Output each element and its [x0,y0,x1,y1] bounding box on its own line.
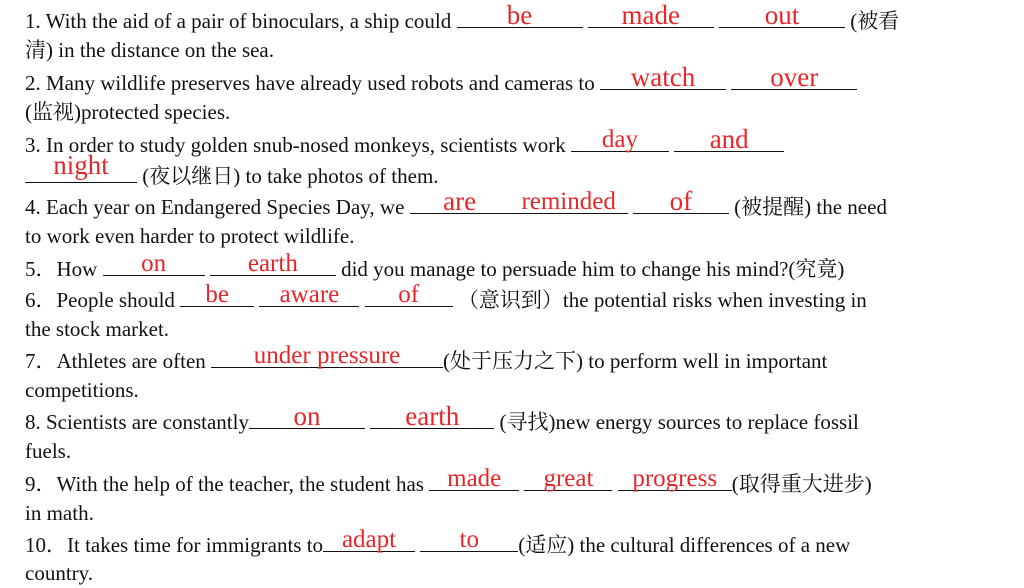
question-text: country. [25,561,94,585]
answer-text: to [459,526,479,553]
question-text: 清) in the distance on the sea. [25,38,275,62]
question-9-line-1 [25,467,872,499]
question-text: did you manage to persuade him to change his mind?(究竟) [341,257,845,281]
question-text: (寻找)new energy sources to replace fossil [499,410,859,434]
answer-text: made [621,0,680,30]
question-4-line-2 [25,221,354,251]
answer-text: great [543,465,594,492]
question-3-line-1 [25,124,784,160]
answer-blank[interactable] [211,344,443,368]
question-text: 9．With the help of the teacher, the student has [25,472,424,496]
question-text: in math. [25,501,94,525]
answer-text: night [53,150,109,180]
question-text: (夜以继日) to take photos of them. [142,164,439,188]
answer-blank[interactable] [618,467,732,491]
answer-text: made [447,465,502,492]
question-6-line-2 [25,314,169,344]
question-text: 3. In order to study golden snub-nosed monkeys, scientists work [25,133,566,157]
question-text: (适应) the cultural differences of a new [518,533,851,557]
question-1-line-2 [25,35,274,65]
answer-text: of [398,281,420,308]
answer-blank[interactable] [429,467,519,491]
question-text: to work even harder to protect wildlife. [25,224,355,248]
question-text: (取得重大进步) [731,472,872,496]
question-4-line-1 [25,186,887,222]
answer-text: be [506,0,533,30]
question-2-line-2 [25,97,230,127]
answer-blank[interactable] [633,186,729,216]
question-text: 1. With the aid of a pair of binoculars, a ship could [25,9,452,33]
answer-blank[interactable] [524,467,612,491]
question-text: 5．How [25,257,98,281]
answer-text: over [770,62,819,92]
question-7-line-2 [25,375,139,405]
question-3-line-2 [25,150,439,191]
answer-text: reminded [521,188,616,215]
question-text: 4. Each year on Endangered Species Day, we [25,195,405,219]
question-text: 10．It takes time for immigrants to [25,533,324,557]
question-text: competitions. [25,378,139,402]
question-text: fuels. [25,439,72,463]
answer-text: of [669,186,693,216]
answer-blank[interactable] [571,128,669,152]
question-9-line-2 [25,498,94,528]
answer-text: on [293,401,321,431]
answer-text: under pressure [253,342,401,369]
answer-text: aware [279,281,340,308]
answer-blank[interactable] [103,252,205,276]
answer-blank[interactable] [600,62,726,92]
question-text: 8. Scientists are constantly [25,410,249,434]
question-text: (被提醒) the need [734,195,887,219]
answer-text: are [443,186,477,216]
answer-blank[interactable] [457,0,583,30]
question-text: 7．Athletes are often [25,349,206,373]
answer-blank[interactable] [674,124,784,154]
question-text: the stock market. [25,317,170,341]
question-2-line-1 [25,62,857,98]
question-7-line-1 [25,344,827,376]
question-10-line-1 [25,528,850,560]
answer-blank[interactable] [370,401,494,431]
answer-blank[interactable] [719,0,845,30]
answer-blank[interactable] [249,401,365,431]
question-text: 2. Many wildlife preserves have already used robots and cameras to [25,71,595,95]
answer-blank[interactable] [25,150,137,183]
question-8-line-1 [25,401,859,437]
question-6-line-1 [25,283,867,315]
question-5-line-1 [25,252,844,284]
answer-blank[interactable] [420,528,518,552]
answer-text: be [205,281,229,308]
question-text: 6．People should [25,288,175,312]
answer-blank[interactable] [588,0,714,30]
question-text: (被看 [850,9,900,33]
question-1-line-1 [25,0,900,36]
answer-blank[interactable] [731,62,857,92]
question-10-line-2 [25,558,93,588]
answer-text: out [764,0,800,30]
answer-text: watch [630,62,696,92]
answer-text: progress [632,465,718,492]
answer-blank[interactable] [410,186,510,216]
answer-text: day [601,126,638,153]
question-text: （意识到）the potential risks when investing in [457,288,867,312]
answer-text: adapt [341,526,397,553]
answer-text: on [141,250,167,277]
answer-text: and [709,124,749,154]
answer-blank[interactable] [180,283,254,307]
question-text: (处于压力之下) to perform well in important [443,349,828,373]
answer-blank[interactable] [323,528,415,552]
question-text: (监视)protected species. [25,100,231,124]
answer-blank[interactable] [210,252,336,276]
question-8-line-2 [25,436,71,466]
answer-text: earth [247,250,298,277]
answer-blank[interactable] [365,283,453,307]
answer-blank[interactable] [259,283,359,307]
answer-text: earth [405,401,460,431]
answer-blank[interactable] [510,190,628,214]
